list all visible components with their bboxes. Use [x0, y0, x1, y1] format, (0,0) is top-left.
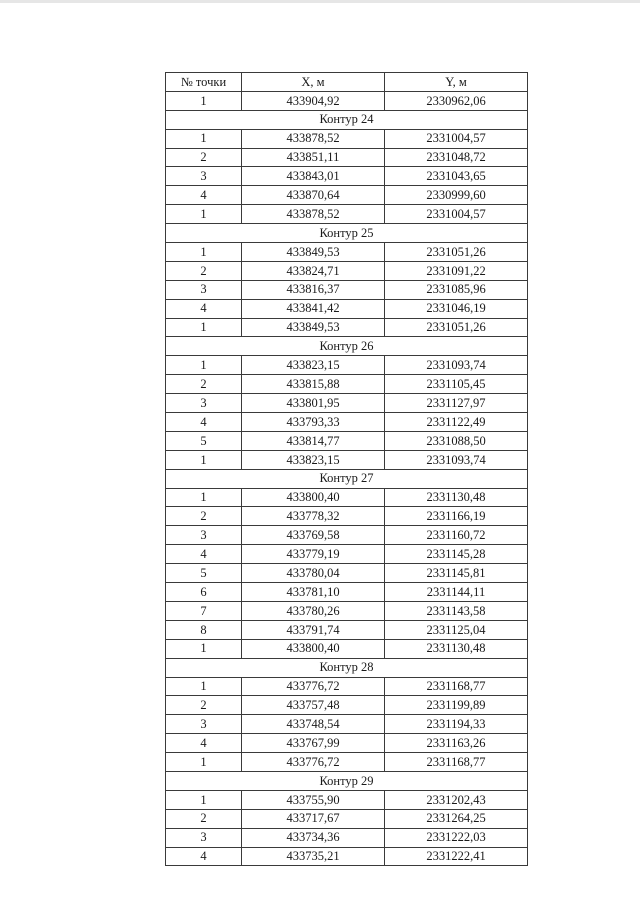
cell-point-number: 8: [166, 620, 242, 639]
table-row: [166, 129, 528, 148]
cell-x: 433870,64: [242, 186, 385, 205]
cell-point-number: 3: [166, 715, 242, 734]
table-row: [166, 413, 528, 432]
cell-y: 2331105,45: [385, 375, 528, 394]
cell-y: 2331264,25: [385, 809, 528, 828]
cell-y: 2331130,48: [385, 639, 528, 658]
scan-top-edge: [0, 0, 640, 3]
cell-x: 433851,11: [242, 148, 385, 167]
table-row: [166, 205, 528, 224]
table-row: [166, 318, 528, 337]
cell-point-number: 7: [166, 601, 242, 620]
table-body: [166, 91, 528, 866]
table-row: [166, 734, 528, 753]
cell-x: 433781,10: [242, 583, 385, 602]
header-point-number: № точки: [166, 73, 242, 92]
cell-point-number: 1: [166, 356, 242, 375]
contour-heading: Контур 24: [166, 110, 528, 129]
cell-x: 433776,72: [242, 677, 385, 696]
table-row: [166, 167, 528, 186]
table-row: [166, 261, 528, 280]
table-row: [166, 639, 528, 658]
cell-x: 433767,99: [242, 734, 385, 753]
cell-y: 2331127,97: [385, 394, 528, 413]
cell-point-number: 4: [166, 734, 242, 753]
cell-y: 2331163,26: [385, 734, 528, 753]
cell-x: 433878,52: [242, 129, 385, 148]
table-row: [166, 847, 528, 866]
cell-y: 2331143,58: [385, 601, 528, 620]
table-row: [166, 450, 528, 469]
cell-point-number: 4: [166, 299, 242, 318]
cell-x: 433735,21: [242, 847, 385, 866]
cell-y: 2331160,72: [385, 526, 528, 545]
cell-point-number: 4: [166, 847, 242, 866]
cell-y: 2331166,19: [385, 507, 528, 526]
cell-y: 2331199,89: [385, 696, 528, 715]
cell-y: 2331043,65: [385, 167, 528, 186]
cell-y: 2330962,06: [385, 91, 528, 110]
cell-x: 433769,58: [242, 526, 385, 545]
cell-y: 2331144,11: [385, 583, 528, 602]
cell-x: 433816,37: [242, 280, 385, 299]
contour-heading: Контур 26: [166, 337, 528, 356]
cell-point-number: 2: [166, 261, 242, 280]
cell-x: 433841,42: [242, 299, 385, 318]
cell-y: 2331145,81: [385, 564, 528, 583]
cell-point-number: 2: [166, 696, 242, 715]
table-row: [166, 753, 528, 772]
cell-y: 2331051,26: [385, 243, 528, 262]
cell-point-number: 5: [166, 564, 242, 583]
cell-point-number: 2: [166, 809, 242, 828]
table-row: [166, 620, 528, 639]
cell-y: 2331122,49: [385, 413, 528, 432]
cell-y: 2331130,48: [385, 488, 528, 507]
table-row: [166, 828, 528, 847]
contour-heading-row: [166, 469, 528, 488]
table-row: [166, 790, 528, 809]
cell-x: 433717,67: [242, 809, 385, 828]
table-row: [166, 431, 528, 450]
cell-y: 2331093,74: [385, 450, 528, 469]
table-row: [166, 299, 528, 318]
cell-x: 433800,40: [242, 639, 385, 658]
cell-y: 2330999,60: [385, 186, 528, 205]
cell-y: 2331091,22: [385, 261, 528, 280]
table-row: [166, 677, 528, 696]
cell-x: 433815,88: [242, 375, 385, 394]
cell-y: 2331046,19: [385, 299, 528, 318]
table-row: [166, 375, 528, 394]
contour-heading-row: [166, 224, 528, 243]
cell-x: 433755,90: [242, 790, 385, 809]
cell-x: 433778,32: [242, 507, 385, 526]
cell-point-number: 3: [166, 394, 242, 413]
table-row: [166, 243, 528, 262]
cell-point-number: 3: [166, 526, 242, 545]
contour-heading: Контур 29: [166, 771, 528, 790]
cell-x: 433823,15: [242, 356, 385, 375]
cell-point-number: 6: [166, 583, 242, 602]
cell-x: 433849,53: [242, 243, 385, 262]
cell-point-number: 2: [166, 148, 242, 167]
table-row: [166, 186, 528, 205]
table-row: [166, 583, 528, 602]
cell-y: 2331004,57: [385, 129, 528, 148]
cell-point-number: 1: [166, 677, 242, 696]
table-row: [166, 564, 528, 583]
contour-heading-row: [166, 337, 528, 356]
cell-y: 2331202,43: [385, 790, 528, 809]
cell-y: 2331088,50: [385, 431, 528, 450]
table-row: [166, 715, 528, 734]
cell-x: 433849,53: [242, 318, 385, 337]
header-x: X, м: [242, 73, 385, 92]
cell-y: 2331222,41: [385, 847, 528, 866]
cell-point-number: 1: [166, 318, 242, 337]
cell-y: 2331168,77: [385, 753, 528, 772]
cell-point-number: 1: [166, 205, 242, 224]
cell-x: 433904,92: [242, 91, 385, 110]
cell-y: 2331048,72: [385, 148, 528, 167]
cell-point-number: 4: [166, 186, 242, 205]
table-row: [166, 526, 528, 545]
table-row: [166, 507, 528, 526]
cell-y: 2331125,04: [385, 620, 528, 639]
cell-point-number: 1: [166, 243, 242, 262]
table-row: [166, 356, 528, 375]
cell-y: 2331093,74: [385, 356, 528, 375]
cell-point-number: 4: [166, 413, 242, 432]
table-row: [166, 809, 528, 828]
header-y: Y, м: [385, 73, 528, 92]
cell-point-number: 1: [166, 91, 242, 110]
cell-x: 433824,71: [242, 261, 385, 280]
table-row: [166, 394, 528, 413]
table-row: [166, 91, 528, 110]
cell-point-number: 5: [166, 431, 242, 450]
cell-y: 2331194,33: [385, 715, 528, 734]
table-row: [166, 148, 528, 167]
cell-x: 433878,52: [242, 205, 385, 224]
cell-y: 2331222,03: [385, 828, 528, 847]
cell-x: 433793,33: [242, 413, 385, 432]
cell-x: 433791,74: [242, 620, 385, 639]
cell-x: 433780,04: [242, 564, 385, 583]
cell-x: 433779,19: [242, 545, 385, 564]
cell-y: 2331145,28: [385, 545, 528, 564]
table-row: [166, 601, 528, 620]
contour-heading-row: [166, 771, 528, 790]
contour-heading-row: [166, 110, 528, 129]
cell-point-number: 2: [166, 507, 242, 526]
cell-x: 433823,15: [242, 450, 385, 469]
cell-x: 433734,36: [242, 828, 385, 847]
contour-heading: Контур 25: [166, 224, 528, 243]
cell-point-number: 2: [166, 375, 242, 394]
cell-point-number: 3: [166, 280, 242, 299]
cell-x: 433776,72: [242, 753, 385, 772]
cell-y: 2331004,57: [385, 205, 528, 224]
contour-heading-row: [166, 658, 528, 677]
cell-point-number: 1: [166, 639, 242, 658]
cell-y: 2331168,77: [385, 677, 528, 696]
cell-x: 433748,54: [242, 715, 385, 734]
cell-x: 433757,48: [242, 696, 385, 715]
cell-point-number: 1: [166, 450, 242, 469]
cell-x: 433780,26: [242, 601, 385, 620]
contour-heading: Контур 27: [166, 469, 528, 488]
table-row: [166, 696, 528, 715]
cell-x: 433801,95: [242, 394, 385, 413]
cell-point-number: 1: [166, 790, 242, 809]
table-row: [166, 545, 528, 564]
cell-point-number: 3: [166, 828, 242, 847]
cell-point-number: 1: [166, 753, 242, 772]
cell-point-number: 4: [166, 545, 242, 564]
table-row: [166, 280, 528, 299]
cell-point-number: 1: [166, 488, 242, 507]
cell-x: 433800,40: [242, 488, 385, 507]
cell-y: 2331085,96: [385, 280, 528, 299]
coordinates-table: [165, 72, 528, 866]
cell-point-number: 1: [166, 129, 242, 148]
table-header-row: [166, 73, 528, 92]
cell-x: 433814,77: [242, 431, 385, 450]
table-row: [166, 488, 528, 507]
cell-point-number: 3: [166, 167, 242, 186]
contour-heading: Контур 28: [166, 658, 528, 677]
cell-x: 433843,01: [242, 167, 385, 186]
cell-y: 2331051,26: [385, 318, 528, 337]
